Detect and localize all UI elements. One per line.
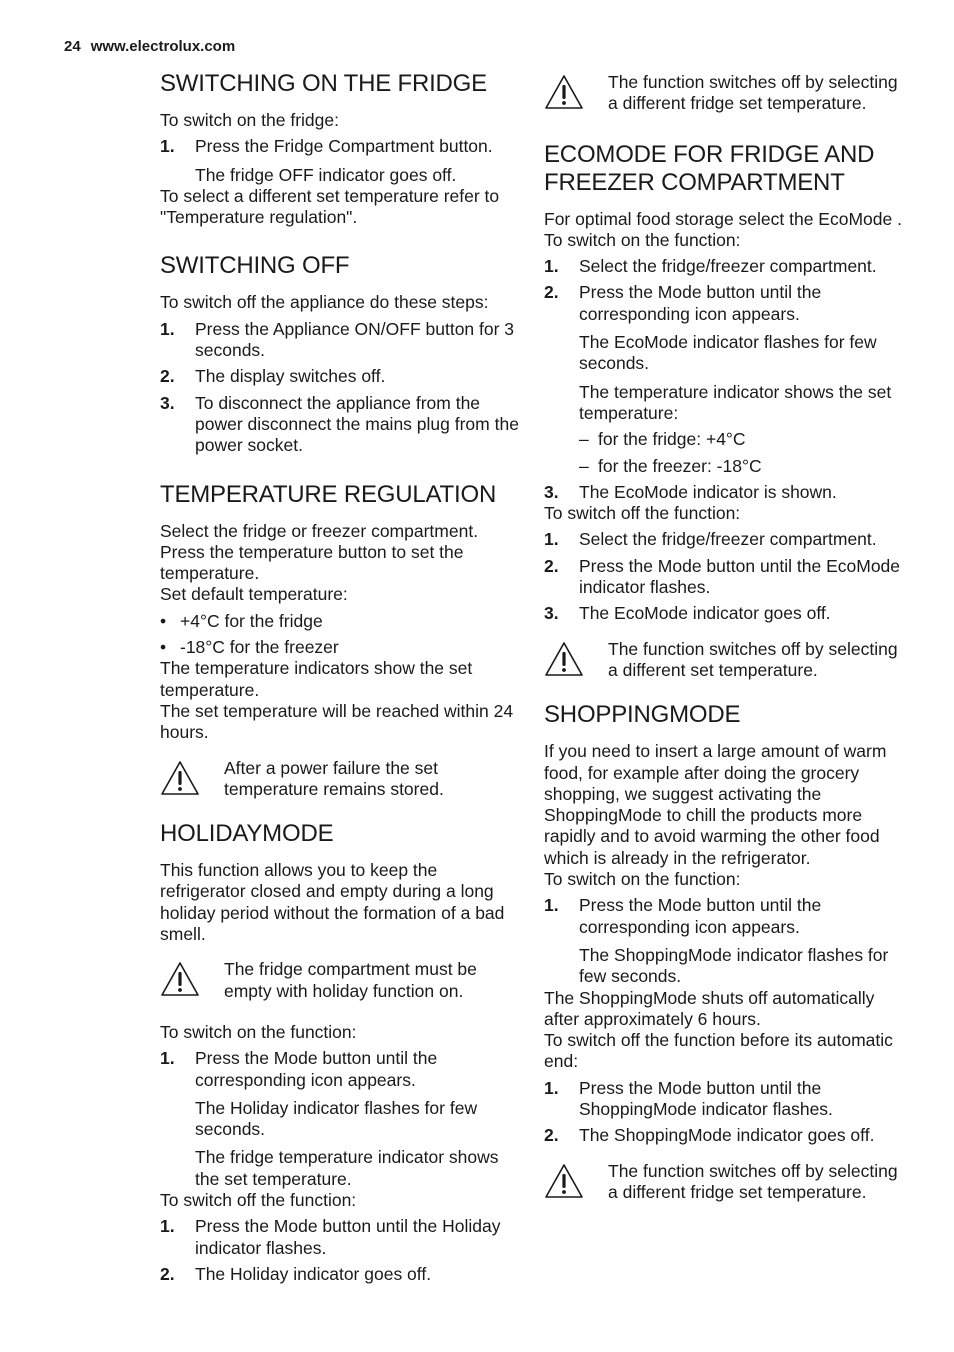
list-number: 1.	[544, 895, 559, 916]
paragraph: This function allows you to keep the refrigerator closed and empty during a long holiday period without the formation of a bad smell.	[160, 860, 505, 945]
section-title: ECOMODE FOR FRIDGE AND FREEZER COMPARTMENT	[544, 140, 875, 196]
list-number: 1.	[544, 256, 559, 277]
bullet-mark: •	[160, 637, 167, 658]
list-number: 2.	[544, 282, 559, 303]
list-text: The display switches off.	[195, 366, 386, 387]
paragraph: The set temperature will be reached within 24 hours.	[160, 700, 514, 743]
warning-text: The function switches off by selecting a different set temperature.	[608, 638, 898, 680]
section-switching-on	[160, 70, 520, 228]
list-item	[160, 1264, 520, 1285]
list-number: 3.	[544, 481, 559, 502]
dash-mark: –	[579, 429, 589, 450]
list-item	[160, 393, 520, 457]
list-text: Press the Fridge Compartment button.	[195, 136, 493, 157]
paragraph: The ShoppingMode shuts off automatically after approximately 6 hours.	[544, 987, 875, 1029]
list-number: 2.	[160, 366, 175, 387]
list-text: Press the Mode button until the Holiday indicator flashes.	[195, 1216, 501, 1258]
dash-text: for the fridge: +4°C	[598, 429, 746, 450]
paragraph: To switch off the function before its automatic end:	[544, 1030, 893, 1072]
list-subtext: The Holiday indicator flashes for few seconds.	[195, 1097, 478, 1140]
paragraph: To switch off the function:	[544, 503, 741, 524]
paragraph: To switch on the function:	[544, 229, 741, 250]
section-switching-off	[160, 252, 520, 456]
list-text: To disconnect the appliance from the power disconnect the mains plug from the power socket.	[195, 392, 519, 456]
list-item	[160, 319, 520, 362]
list-item	[544, 482, 904, 503]
list-subtext: The ShoppingMode indicator flashes for few seconds.	[579, 944, 889, 987]
list-number: 1.	[160, 136, 175, 157]
paragraph: To switch off the function:	[160, 1189, 357, 1210]
warning-text: The function switches off by selecting a different fridge set temperature.	[608, 1160, 898, 1202]
list-item	[160, 1048, 520, 1091]
list-number: 3.	[544, 603, 559, 624]
paragraph: To select a different set temperature refer to "Temperature regulation".	[160, 185, 500, 228]
warning-text: The function switches off by selecting a different fridge set temperature.	[608, 72, 898, 114]
list-text: Select the fridge/freezer compartment.	[579, 256, 877, 277]
bullet-mark: •	[160, 610, 167, 631]
warning-triangle-icon	[544, 639, 608, 682]
website-url: www.electrolux.com	[90, 38, 236, 55]
list-text: The EcoMode indicator goes off.	[579, 603, 831, 624]
warning-note	[160, 959, 520, 1002]
list-number: 1.	[160, 1048, 175, 1069]
list-text: Press the Mode button until the ShoppingMode indicator flashes.	[579, 1077, 833, 1119]
list-subtext: The temperature indicator shows the set temperature:	[579, 381, 892, 423]
warning-note	[544, 639, 904, 682]
warning-note	[160, 758, 520, 801]
list-text: Press the Mode button until the corresponding icon appears.	[579, 895, 822, 937]
list-item	[544, 282, 904, 325]
warning-triangle-icon	[544, 1161, 608, 1204]
paragraph: The temperature indicators show the set temperature.	[160, 658, 473, 700]
list-item	[160, 136, 520, 157]
list-text: The ShoppingMode indicator goes off.	[579, 1125, 875, 1146]
section-title: TEMPERATURE REGULATION	[160, 480, 497, 508]
list-item	[544, 556, 904, 599]
list-number: 2.	[160, 1263, 175, 1284]
section-title: HOLIDAYMODE	[160, 820, 334, 848]
paragraph: To switch on the fridge:	[160, 110, 339, 130]
list-subtext: The EcoMode indicator flashes for few seconds.	[579, 332, 877, 374]
list-text: Press the Mode button until the corresponding icon appears.	[579, 282, 822, 324]
list-number: 1.	[544, 1077, 559, 1098]
section-shoppingmode	[544, 701, 904, 1203]
paragraph: To switch on the function:	[544, 869, 741, 890]
list-item	[544, 1078, 904, 1121]
bullet-text: +4°C for the fridge	[180, 610, 323, 631]
warning-note	[544, 1161, 904, 1204]
right-column	[544, 70, 904, 1227]
dash-text: for the freezer: -18°C	[598, 455, 762, 476]
section-title: SWITCHING OFF	[160, 252, 350, 280]
list-number: 3.	[160, 392, 175, 413]
dash-item	[579, 429, 904, 450]
page-header	[64, 38, 235, 55]
list-subtext: The fridge temperature indicator shows the set temperature.	[195, 1147, 499, 1189]
list-item	[544, 529, 904, 550]
list-text: Press the Mode button until the corresponding icon appears.	[195, 1048, 438, 1090]
list-item	[544, 256, 904, 277]
list-number: 1.	[544, 529, 559, 550]
paragraph: To switch on the function:	[160, 1021, 357, 1042]
left-column	[160, 70, 520, 1309]
list-text: Press the Appliance ON/OFF button for 3 seconds.	[195, 318, 515, 361]
list-number: 1.	[160, 1216, 175, 1237]
paragraph: For optimal food storage select the EcoMode .	[544, 208, 902, 229]
list-number: 2.	[544, 555, 559, 576]
warning-text: The fridge compartment must be empty with holiday function on.	[224, 959, 477, 1001]
dash-mark: –	[579, 455, 589, 476]
paragraph: To switch off the appliance do these steps:	[160, 292, 489, 313]
list-item	[160, 1216, 520, 1259]
list-item	[544, 603, 904, 624]
paragraph: If you need to insert a large amount of warm food, for example after doing the grocery shopping, we suggest activating the ShoppingMode to chill the products more rapidly and to avoid warming the other food which is already in the refrigerator.	[544, 741, 887, 868]
bullet-text: -18°C for the freezer	[180, 637, 339, 658]
list-text: The EcoMode indicator is shown.	[579, 481, 837, 502]
section-temperature-regulation	[160, 481, 520, 801]
warning-triangle-icon	[160, 959, 224, 1002]
list-text: The Holiday indicator goes off.	[195, 1263, 432, 1284]
section-title: SHOPPINGMODE	[544, 701, 741, 729]
warning-triangle-icon	[544, 72, 608, 115]
bullet-item	[160, 637, 520, 658]
warning-note	[544, 72, 904, 115]
list-text: Press the Mode button until the EcoMode indicator flashes.	[579, 555, 901, 598]
section-ecomode	[544, 141, 904, 682]
list-number: 1.	[160, 318, 175, 339]
list-item	[544, 1125, 904, 1146]
page-number: 24	[64, 38, 81, 55]
dash-item	[579, 456, 904, 477]
warning-triangle-icon	[160, 758, 224, 801]
section-title: SWITCHING ON THE FRIDGE	[160, 70, 487, 97]
paragraph: Set default temperature:	[160, 584, 348, 605]
list-number: 2.	[544, 1125, 559, 1146]
warning-text: After a power failure the set temperature remains stored.	[224, 757, 444, 799]
bullet-item	[160, 611, 520, 632]
list-subtext: The fridge OFF indicator goes off.	[195, 164, 457, 185]
section-holidaymode	[160, 820, 520, 1285]
list-item	[160, 366, 520, 387]
list-item	[544, 895, 904, 938]
paragraph: Select the fridge or freezer compartment. Press the temperature button to set the temperature.	[160, 520, 479, 584]
list-text: Select the fridge/freezer compartment.	[579, 529, 877, 550]
